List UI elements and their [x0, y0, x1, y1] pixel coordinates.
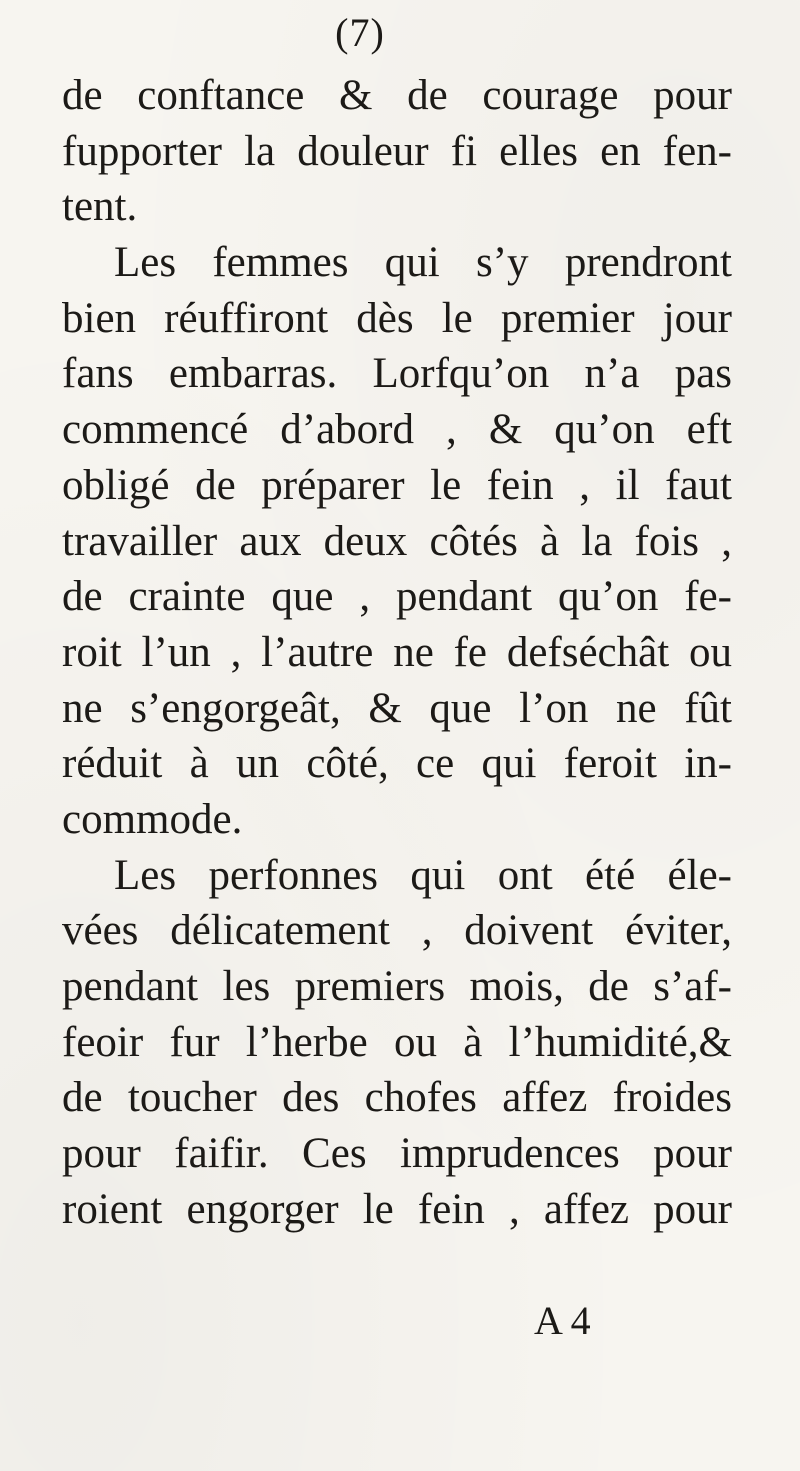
text-line: pour faifir. Ces imprudences pour: [62, 1130, 732, 1178]
text-line: de conftance & de courage pour: [62, 72, 732, 119]
text-line: feoir fur l’herbe ou à l’humidité,&: [62, 1018, 732, 1066]
text-line: fans embarras. Lorfqu’on n’a pas: [62, 350, 732, 398]
paragraph-start-line: Les femmes qui s’y prendront: [114, 239, 732, 287]
text-line: travailler aux deux côtés à la fois ,: [62, 517, 732, 565]
text-line: de crainte que , pendant qu’on fe-: [62, 573, 732, 621]
page-number: (7): [335, 10, 385, 55]
signature-mark: A 4: [534, 1298, 591, 1343]
text-line: roit l’un , l’autre ne fe defséchât ou: [62, 628, 732, 676]
text-line: ne s’engorgeât, & que l’on ne fût: [62, 684, 732, 732]
text-line: roient engorger le fein , affez pour: [62, 1185, 732, 1233]
text-line: réduit à un côté, ce qui feroit in-: [62, 740, 732, 788]
text-line: de toucher des chofes affez froides: [62, 1074, 732, 1122]
text-line: vées délicatement , doivent éviter,: [62, 907, 732, 955]
text-line: commode.: [62, 795, 243, 843]
text-line: pendant les premiers mois, de s’af-: [62, 963, 732, 1010]
text-line: tent.: [62, 183, 138, 231]
paragraph-start-line: Les perfonnes qui ont été éle-: [114, 851, 732, 899]
text-line: obligé de préparer le fein , il faut: [62, 461, 732, 509]
text-line: fupporter la douleur fi elles en fen-: [62, 127, 732, 175]
body-text: [62, 68, 732, 1237]
text-line: commencé d’abord , & qu’on eft: [62, 406, 732, 454]
text-line: bien réuffiront dès le premier jour: [62, 294, 732, 342]
